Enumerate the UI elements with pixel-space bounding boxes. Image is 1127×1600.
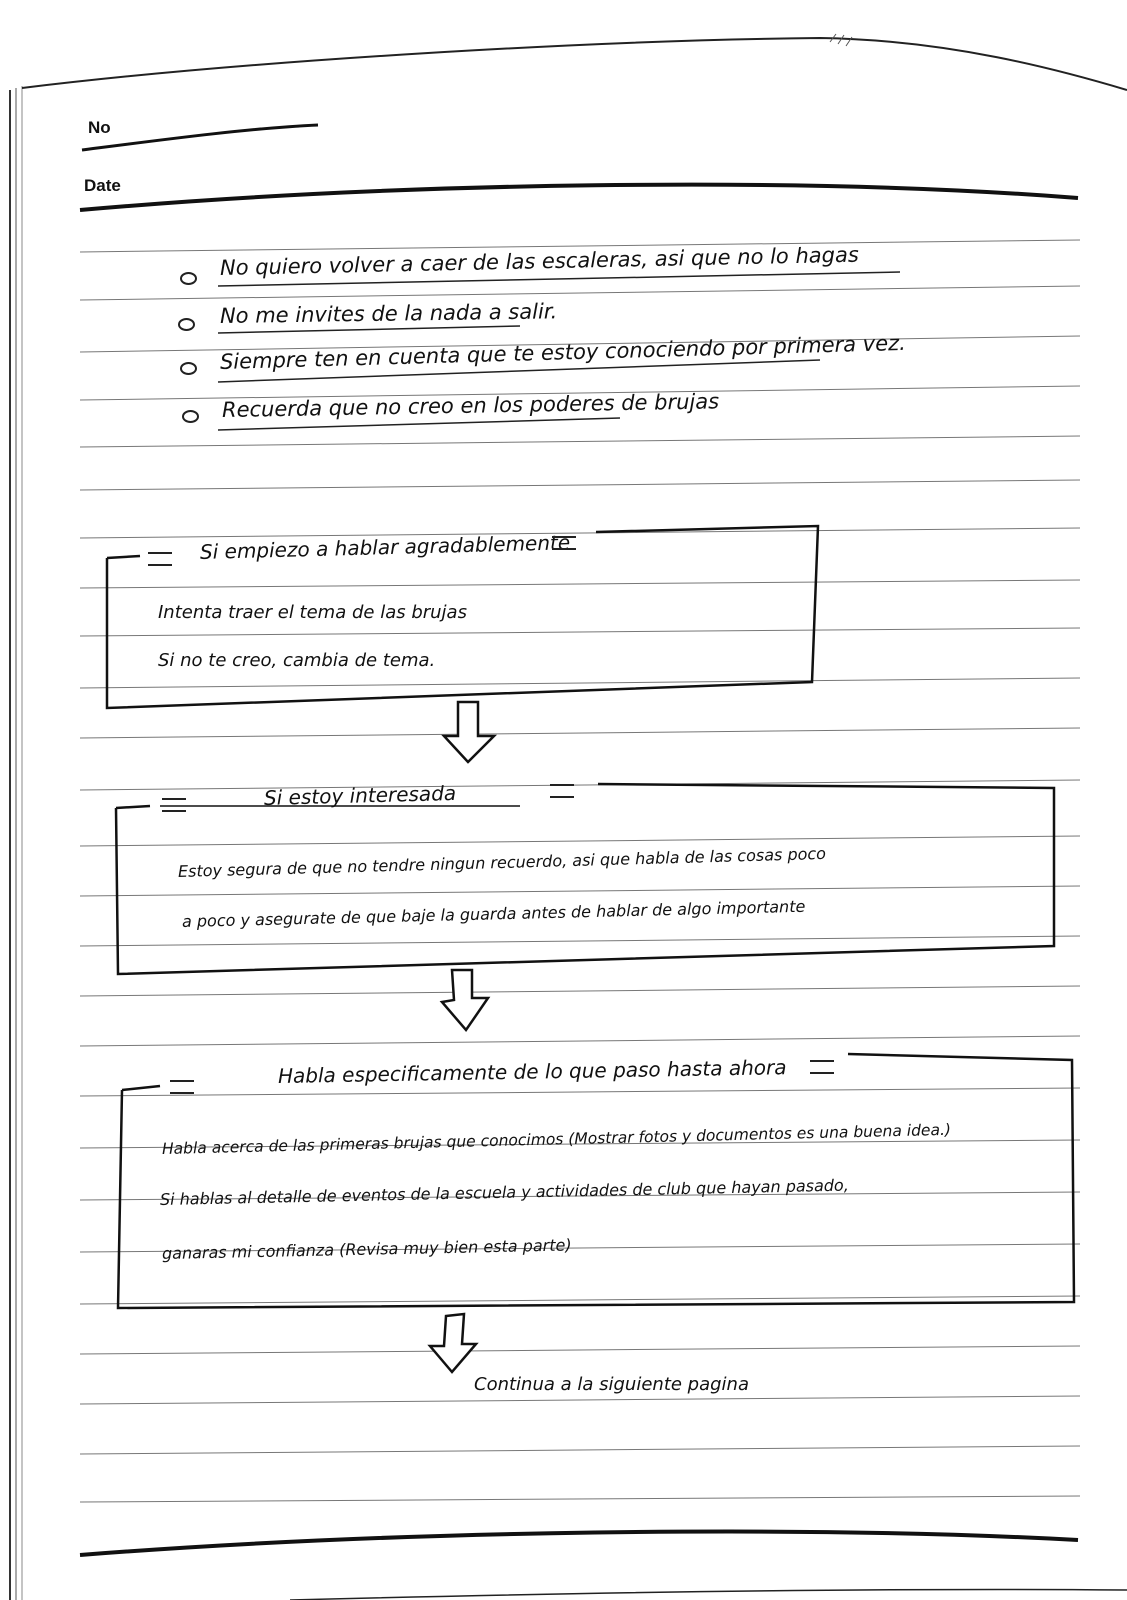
circle-bullet-icon [180,362,197,375]
box-line: ganaras mi confianza (Revisa muy bien esta parte) [161,1235,572,1263]
box-line: Intenta traer el tema de las brujas [158,602,467,623]
box-line: Estoy segura de que no tendre ningun recuerdo, asi que habla de las cosas poco [177,843,827,881]
double-line-icon [552,536,576,550]
bullet-item: Siempre ten en cuenta que te estoy conociendo por primera vez. [219,330,907,374]
double-line-icon [170,1080,194,1094]
circle-bullet-icon [180,272,197,285]
bullet-item: No quiero volver a caer de las escaleras, asi que no lo hagas [219,242,859,280]
circle-bullet-icon [178,318,195,331]
bullet-item: Recuerda que no creo en los poderes de brujas [221,389,720,422]
circle-bullet-icon [182,410,199,423]
double-line-icon [550,784,574,798]
bullet-item: No me invites de la nada a salir. [219,299,558,328]
double-line-icon [810,1060,834,1074]
no-label: No [88,118,111,137]
box-line: Habla acerca de las primeras brujas que conocimos (Mostrar fotos y documentos es una buena idea.) [161,1120,952,1158]
box-title: Si empiezo a hablar agradablemente [199,530,571,564]
box-title: Si estoy interesada [263,780,457,810]
box-line: Si no te creo, cambia de tema. [158,650,436,671]
double-line-icon [162,798,186,812]
date-label: Date [84,176,121,195]
box-title: Habla especificamente de lo que paso hasta ahora [277,1055,787,1088]
double-line-icon [148,552,172,566]
box-line: a poco y asegurate de que baje la guarda antes de hablar de algo importante [181,896,806,931]
continue-note: Continua a la siguiente pagina [474,1374,749,1395]
box-line: Si hablas al detalle de eventos de la escuela y actividades de club que hayan pasado, [159,1175,850,1209]
